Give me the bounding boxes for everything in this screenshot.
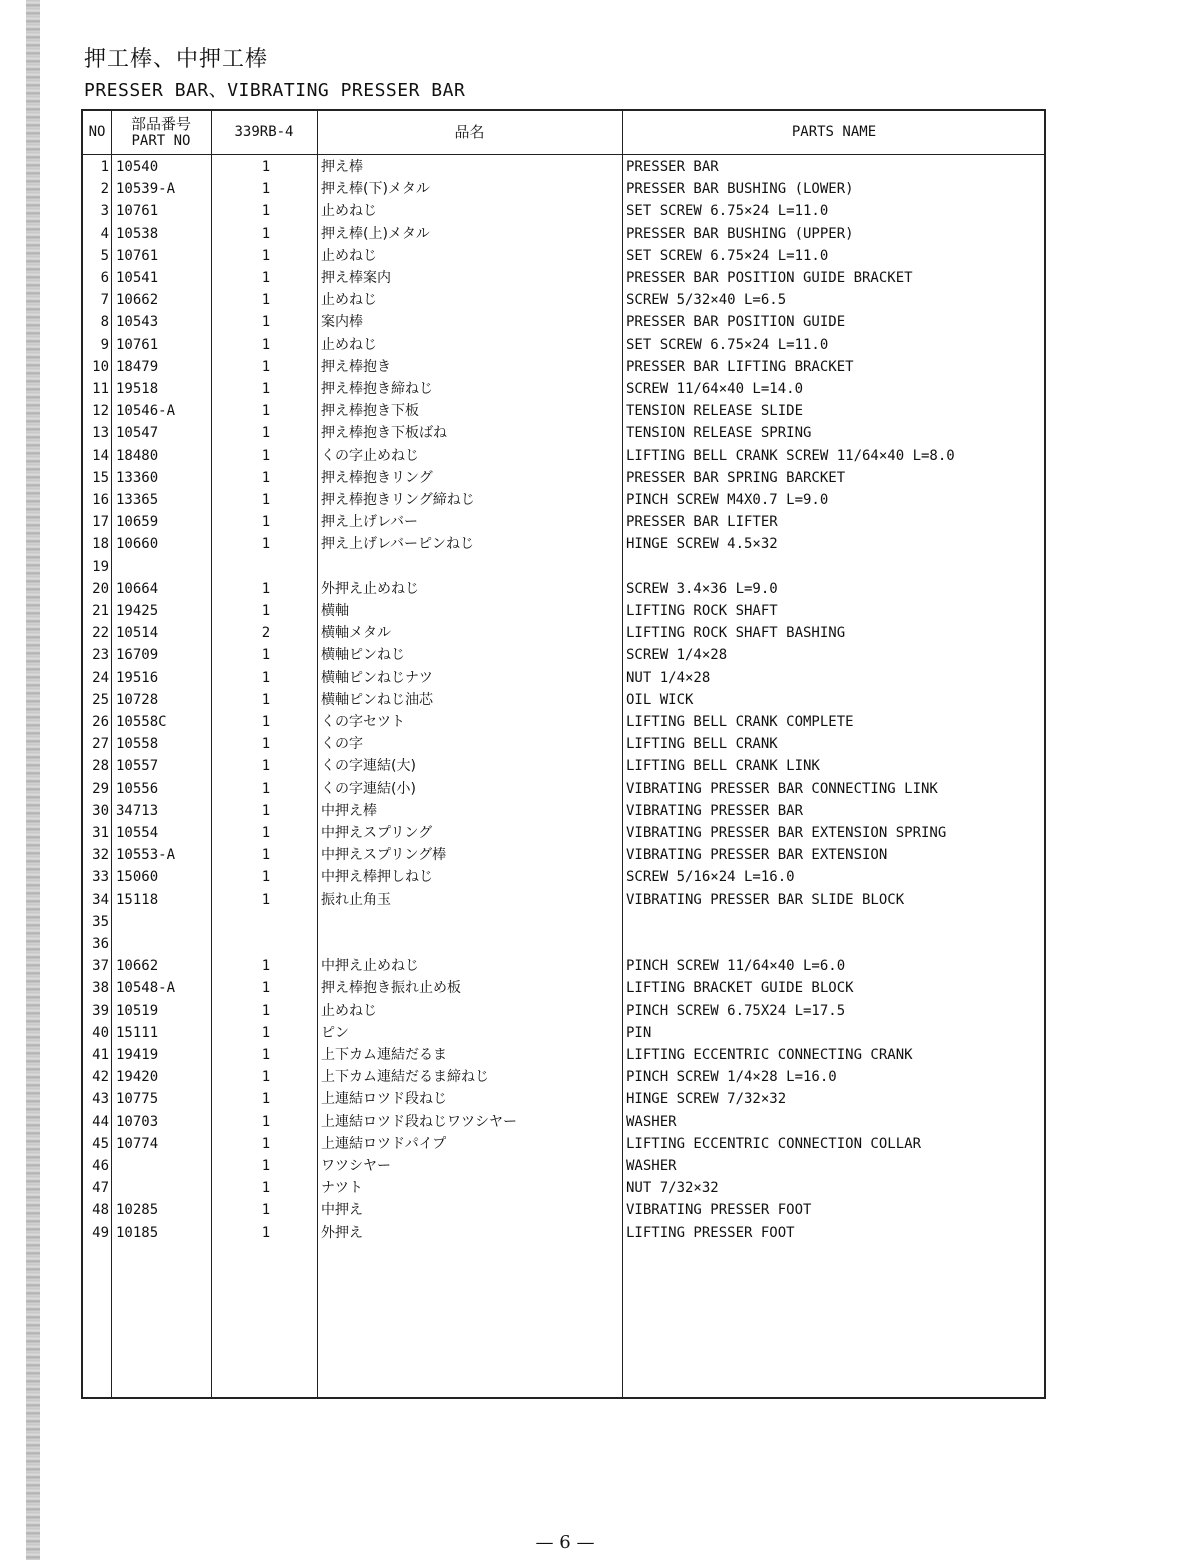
page-number: — 6 — (535, 1532, 595, 1553)
part-name-jp: 押え棒抱き下板 (321, 403, 419, 420)
part-number: 10558 (116, 736, 159, 753)
part-name-jp: 押え上げレバーピンねじ (321, 536, 475, 553)
part-number: 10774 (116, 1135, 159, 1152)
table-row (83, 200, 1044, 222)
quantity: 1 (261, 403, 271, 420)
row-number: 30 (92, 802, 109, 819)
table-row (83, 800, 1044, 822)
row-number: 34 (92, 891, 109, 908)
header-no (83, 111, 111, 154)
part-name-jp: 上下カム連結だるま締ねじ (321, 1069, 489, 1086)
part-number: 10664 (116, 580, 159, 597)
part-name-jp: 押え棒抱きリング (321, 469, 433, 486)
table-row (83, 955, 1044, 977)
part-name-en: VIBRATING PRESSER BAR EXTENSION (626, 847, 888, 864)
header-part-jp: 部品番号 (130, 114, 191, 133)
part-name-en: WASHER (626, 1113, 677, 1130)
part-name-jp: くの字止めねじ (321, 447, 419, 464)
row-number: 48 (92, 1202, 109, 1219)
part-number: 15111 (116, 1024, 159, 1041)
table-row (83, 400, 1044, 422)
part-name-en: SET SCREW 6.75×24 L=11.0 (626, 247, 829, 264)
row-number: 4 (100, 225, 109, 242)
table-row (83, 1088, 1044, 1110)
part-name-jp: 押え棒抱き振れ止め板 (321, 980, 461, 997)
part-name-jp: くの字 (321, 736, 363, 753)
part-number: 10662 (116, 958, 159, 975)
table-row (83, 689, 1044, 711)
table-row (83, 733, 1044, 755)
row-number: 20 (92, 580, 109, 597)
part-name-jp: 止めねじ (321, 247, 377, 264)
quantity: 1 (261, 469, 271, 486)
part-name-en: VIBRATING PRESSER BAR EXTENSION SPRING (626, 825, 947, 841)
part-name-jp: ナツト (321, 1180, 363, 1197)
table-row (83, 1133, 1044, 1155)
table-row (83, 1155, 1044, 1177)
part-number: 10546-A (116, 403, 176, 420)
row-number: 25 (92, 691, 109, 708)
quantity: 1 (261, 758, 271, 775)
table-row (83, 977, 1044, 999)
quantity: 1 (261, 714, 271, 730)
quantity: 1 (261, 603, 271, 619)
row-number: 44 (92, 1113, 109, 1130)
table-row (83, 778, 1044, 800)
header-model-label: 339RB-4 (234, 124, 294, 140)
header-no-label: NO (88, 124, 106, 140)
part-name-jp: 上連結ロツド段ねじワツシヤー (321, 1113, 517, 1130)
part-number: 10761 (116, 203, 159, 220)
part-number: 16709 (116, 647, 159, 664)
part-name-jp: 押え棒(上)メタル (321, 225, 430, 242)
part-name-en: SCREW 1/4×28 (626, 647, 728, 664)
quantity: 1 (261, 270, 271, 286)
quantity: 1 (261, 514, 271, 531)
row-number: 33 (92, 869, 109, 886)
scan-edge-shadow (26, 0, 40, 1560)
quantity: 1 (261, 736, 271, 753)
quantity: 1 (261, 691, 271, 708)
part-number: 10185 (116, 1224, 159, 1241)
table-row (83, 1000, 1044, 1022)
row-number: 3 (100, 203, 109, 220)
quantity: 1 (261, 1069, 271, 1086)
part-name-jp: 押え棒抱きリング締ねじ (321, 492, 475, 508)
quantity: 1 (261, 847, 271, 864)
part-name-en: LIFTING BRACKET GUIDE BLOCK (626, 980, 854, 997)
part-name-en: LIFTING PRESSER FOOT (626, 1224, 795, 1241)
table-row (83, 223, 1044, 245)
part-number: 10547 (116, 425, 159, 442)
part-number: 10548-A (116, 980, 176, 997)
row-number: 15 (92, 469, 109, 486)
part-number: 10519 (116, 1002, 159, 1019)
row-number: 36 (92, 936, 109, 952)
part-number: 13360 (116, 469, 159, 486)
table-row (83, 289, 1044, 311)
row-number: 23 (92, 647, 109, 664)
row-number: 43 (92, 1091, 109, 1108)
header-part-no (111, 111, 211, 154)
quantity: 2 (261, 625, 271, 642)
row-number: 9 (100, 336, 109, 353)
quantity: 1 (261, 1113, 271, 1130)
row-number: 18 (92, 536, 109, 553)
table-row (83, 822, 1044, 844)
part-number: 34713 (116, 802, 159, 819)
part-name-en: PRESSER BAR BUSHING (UPPER) (626, 225, 854, 242)
table-row (83, 556, 1044, 578)
part-name-jp: 押え棒(下)メタル (321, 181, 430, 198)
quantity: 1 (261, 358, 271, 375)
part-name-jp: 中押え (321, 1202, 363, 1219)
table-row (83, 711, 1044, 733)
row-number: 2 (100, 181, 109, 198)
quantity: 1 (261, 181, 271, 198)
quantity: 1 (261, 580, 271, 597)
part-number: 10553-A (116, 847, 176, 864)
part-name-jp: 外押え (321, 1224, 363, 1241)
row-number: 32 (92, 847, 109, 864)
part-name-en: PRESSER BAR POSITION GUIDE (626, 314, 846, 331)
table-row (83, 1022, 1044, 1044)
quantity: 1 (261, 980, 271, 997)
header-name-jp (317, 111, 622, 154)
quantity: 1 (261, 1158, 271, 1174)
table-row (83, 156, 1044, 178)
part-name-en: PRESSER BAR BUSHING (LOWER) (626, 181, 854, 198)
part-name-jp: 止めねじ (321, 292, 377, 309)
part-number: 10761 (116, 247, 159, 264)
table-row (83, 533, 1044, 555)
table-row (83, 489, 1044, 511)
row-number: 1 (100, 159, 109, 175)
table-row (83, 1044, 1044, 1066)
parts-table (81, 109, 1046, 1399)
page-title-jp: 押工棒、中押工棒 (84, 47, 269, 72)
quantity: 1 (261, 669, 271, 686)
quantity: 1 (261, 1135, 271, 1152)
part-name-jp: 止めねじ (321, 203, 377, 220)
table-row (83, 1066, 1044, 1088)
part-number: 19518 (116, 381, 159, 397)
part-name-jp: 中押え棒押しねじ (321, 869, 433, 886)
row-number: 27 (92, 736, 109, 753)
part-name-jp: 止めねじ (321, 1002, 377, 1019)
header-divider (83, 154, 1044, 155)
table-row (83, 178, 1044, 200)
part-name-jp: 振れ止角玉 (321, 891, 391, 908)
part-number: 19419 (116, 1047, 159, 1063)
part-number: 10514 (116, 625, 159, 642)
table-row (83, 334, 1044, 356)
part-name-jp: 上連結ロツドパイプ (321, 1135, 447, 1152)
part-name-en: PINCH SCREW 6.75X24 L=17.5 (626, 1002, 846, 1019)
part-name-jp: 上下カム連結だるま (321, 1047, 447, 1063)
part-name-en: PINCH SCREW M4X0.7 L=9.0 (626, 492, 829, 508)
row-number: 12 (92, 403, 109, 420)
row-number: 47 (92, 1180, 109, 1197)
part-number: 10539-A (116, 181, 176, 198)
table-row (83, 1177, 1044, 1199)
part-name-en: LIFTING ROCK SHAFT (626, 603, 778, 619)
table-row (83, 1199, 1044, 1221)
header-part-en: PART NO (131, 132, 191, 149)
part-name-en: SET SCREW 6.75×24 L=11.0 (626, 336, 829, 353)
part-name-jp: 中押え止めねじ (321, 958, 419, 975)
table-row (83, 622, 1044, 644)
row-number: 49 (92, 1224, 109, 1241)
part-name-en: TENSION RELEASE SPRING (626, 425, 812, 442)
quantity: 1 (261, 203, 271, 220)
part-number: 10659 (116, 514, 159, 531)
part-name-en: SCREW 3.4×36 L=9.0 (626, 580, 778, 597)
quantity: 1 (261, 425, 271, 442)
row-number: 46 (92, 1158, 109, 1174)
part-number: 10662 (116, 292, 159, 309)
part-number: 10558C (116, 714, 167, 730)
part-name-jp: 押え棒案内 (321, 270, 391, 286)
part-name-en: LIFTING ECCENTRIC CONNECTION COLLAR (626, 1135, 922, 1152)
row-number: 28 (92, 758, 109, 775)
header-name-jp-label: 品名 (454, 123, 485, 141)
part-name-en: PINCH SCREW 11/64×40 L=6.0 (626, 958, 846, 975)
table-row (83, 267, 1044, 289)
table-row (83, 445, 1044, 467)
table-row (83, 866, 1044, 888)
table-row (83, 755, 1044, 777)
quantity: 1 (261, 447, 271, 464)
part-name-en: PINCH SCREW 1/4×28 L=16.0 (626, 1069, 837, 1086)
part-number: 10556 (116, 780, 159, 797)
part-name-jp: 横軸ピンねじ油芯 (321, 691, 433, 708)
part-name-jp: くの字連結(小) (321, 780, 416, 797)
quantity: 1 (261, 492, 271, 508)
table-row (83, 1111, 1044, 1133)
part-name-en: NUT 1/4×28 (626, 669, 711, 686)
quantity: 1 (261, 225, 271, 242)
part-number: 10543 (116, 314, 159, 331)
part-name-jp: 押え棒 (321, 159, 363, 175)
table-row (83, 378, 1044, 400)
row-number: 22 (92, 625, 109, 642)
part-name-en: HINGE SCREW 4.5×32 (626, 536, 778, 553)
quantity: 1 (261, 802, 271, 819)
part-name-en: PRESSER BAR LIFTER (626, 514, 778, 531)
part-number: 19516 (116, 669, 159, 686)
row-number: 16 (92, 492, 109, 508)
table-row (83, 667, 1044, 689)
quantity: 1 (261, 1202, 271, 1219)
quantity: 1 (261, 780, 271, 797)
part-number: 10538 (116, 225, 159, 242)
part-name-jp: 中押え棒 (321, 802, 377, 819)
row-number: 19 (92, 558, 109, 575)
part-number: 13365 (116, 492, 159, 508)
header-name-en (622, 111, 1046, 154)
table-row (83, 844, 1044, 866)
row-number: 40 (92, 1024, 109, 1041)
quantity: 1 (261, 1180, 271, 1197)
part-name-en: SCREW 11/64×40 L=14.0 (626, 381, 804, 397)
part-name-en: VIBRATING PRESSER BAR SLIDE BLOCK (626, 891, 905, 908)
quantity: 1 (261, 1002, 271, 1019)
part-name-en: LIFTING BELL CRANK LINK (626, 758, 820, 775)
table-row (83, 467, 1044, 489)
part-name-en: SCREW 5/16×24 L=16.0 (626, 869, 795, 886)
part-number: 19420 (116, 1069, 159, 1086)
row-number: 7 (100, 292, 109, 309)
part-number: 15118 (116, 891, 159, 908)
part-name-en: NUT 7/32×32 (626, 1180, 719, 1197)
row-number: 24 (92, 669, 109, 686)
quantity: 1 (261, 891, 271, 908)
part-name-en: HINGE SCREW 7/32×32 (626, 1091, 787, 1108)
part-name-jp: 外押え止めねじ (321, 580, 419, 597)
row-number: 8 (100, 314, 109, 331)
part-number: 10703 (116, 1113, 159, 1130)
part-name-en: WASHER (626, 1158, 677, 1174)
table-row (83, 511, 1044, 533)
table-row (83, 911, 1044, 933)
part-name-en: LIFTING ECCENTRIC CONNECTING CRANK (626, 1047, 913, 1063)
part-name-en: SCREW 5/32×40 L=6.5 (626, 292, 787, 309)
quantity: 1 (261, 1091, 271, 1108)
part-number: 18479 (116, 358, 159, 375)
part-name-jp: 横軸ピンねじ (321, 647, 405, 664)
row-number: 31 (92, 825, 109, 841)
row-number: 5 (100, 247, 109, 264)
part-name-en: LIFTING ROCK SHAFT BASHING (626, 625, 846, 642)
row-number: 45 (92, 1135, 109, 1152)
quantity: 1 (261, 869, 271, 886)
header-name-en-label: PARTS NAME (791, 124, 877, 140)
part-number: 10557 (116, 758, 159, 775)
part-number: 10660 (116, 536, 159, 553)
row-number: 11 (92, 381, 109, 397)
table-row (83, 1222, 1044, 1244)
part-name-en: LIFTING BELL CRANK COMPLETE (626, 714, 854, 730)
part-name-en: PRESSER BAR LIFTING BRACKET (626, 358, 854, 375)
part-name-en: LIFTING BELL CRANK SCREW 11/64×40 L=8.0 (626, 447, 955, 464)
quantity: 1 (261, 536, 271, 553)
part-name-jp: 案内棒 (321, 314, 363, 331)
table-row (83, 356, 1044, 378)
part-name-jp: ピン (321, 1024, 349, 1041)
quantity: 1 (261, 1224, 271, 1241)
quantity: 1 (261, 292, 271, 309)
quantity: 1 (261, 647, 271, 664)
part-name-jp: 横軸ピンねじナツ (321, 669, 433, 686)
table-row (83, 889, 1044, 911)
part-name-jp: くの字連結(大) (321, 758, 416, 775)
part-number: 10285 (116, 1202, 159, 1219)
header-model (211, 111, 317, 154)
part-name-en: VIBRATING PRESSER BAR (626, 802, 804, 819)
row-number: 37 (92, 958, 109, 975)
part-number: 19425 (116, 603, 159, 619)
part-name-en: PIN (626, 1024, 652, 1041)
table-row (83, 578, 1044, 600)
part-name-jp: 中押えスプリング (321, 825, 433, 841)
part-number: 10761 (116, 336, 159, 353)
table-row (83, 933, 1044, 955)
part-name-en: SET SCREW 6.75×24 L=11.0 (626, 203, 829, 220)
quantity: 1 (261, 1047, 271, 1063)
row-number: 29 (92, 780, 109, 797)
part-name-jp: ワツシヤー (321, 1158, 391, 1174)
part-name-en: PRESSER BAR SPRING BARCKET (626, 469, 846, 486)
table-row (83, 422, 1044, 444)
row-number: 42 (92, 1069, 109, 1086)
row-number: 26 (92, 714, 109, 730)
part-number: 15060 (116, 869, 159, 886)
part-name-jp: 横軸 (321, 603, 349, 619)
part-name-en: TENSION RELEASE SLIDE (626, 403, 804, 420)
part-number: 10540 (116, 159, 159, 175)
part-name-jp: くの字セツト (321, 714, 405, 730)
table-row (83, 644, 1044, 666)
part-name-en: OIL WICK (626, 691, 694, 708)
part-name-jp: 押え棒抱き締ねじ (321, 381, 433, 397)
quantity: 1 (261, 159, 271, 175)
quantity: 1 (261, 1024, 271, 1041)
row-number: 35 (92, 913, 109, 930)
part-name-en: PRESSER BAR POSITION GUIDE BRACKET (626, 270, 913, 286)
page-title-en: PRESSER BAR、VIBRATING PRESSER BAR (84, 80, 466, 101)
quantity: 1 (261, 336, 271, 353)
row-number: 38 (92, 980, 109, 997)
row-number: 17 (92, 514, 109, 531)
part-name-en: PRESSER BAR (626, 159, 719, 175)
quantity: 1 (261, 247, 271, 264)
part-number: 10554 (116, 825, 159, 841)
part-name-jp: 中押えスプリング棒 (321, 847, 447, 864)
row-number: 13 (92, 425, 109, 442)
table-row (83, 600, 1044, 622)
row-number: 10 (92, 358, 109, 375)
part-number: 18480 (116, 447, 159, 464)
part-name-jp: 横軸メタル (321, 625, 391, 642)
row-number: 6 (100, 270, 109, 286)
row-number: 39 (92, 1002, 109, 1019)
part-name-jp: 押え棒抱き下板ばね (321, 425, 447, 442)
part-name-en: VIBRATING PRESSER FOOT (626, 1202, 812, 1219)
quantity: 1 (261, 381, 271, 397)
part-name-jp: 上連結ロツド段ねじ (321, 1091, 447, 1108)
part-number: 10541 (116, 270, 159, 286)
row-number: 14 (92, 447, 109, 464)
part-name-en: VIBRATING PRESSER BAR CONNECTING LINK (626, 780, 938, 797)
table-row (83, 311, 1044, 333)
part-name-jp: 押え棒抱き (321, 358, 391, 375)
quantity: 1 (261, 825, 271, 841)
row-number: 41 (92, 1047, 109, 1063)
table-row (83, 245, 1044, 267)
part-name-jp: 止めねじ (321, 336, 377, 353)
part-name-en: LIFTING BELL CRANK (626, 736, 778, 753)
part-number: 10728 (116, 691, 159, 708)
row-number: 21 (92, 603, 109, 619)
quantity: 1 (261, 314, 271, 331)
part-name-jp: 押え上げレバー (321, 514, 419, 531)
part-number: 10775 (116, 1091, 159, 1108)
quantity: 1 (261, 958, 271, 975)
